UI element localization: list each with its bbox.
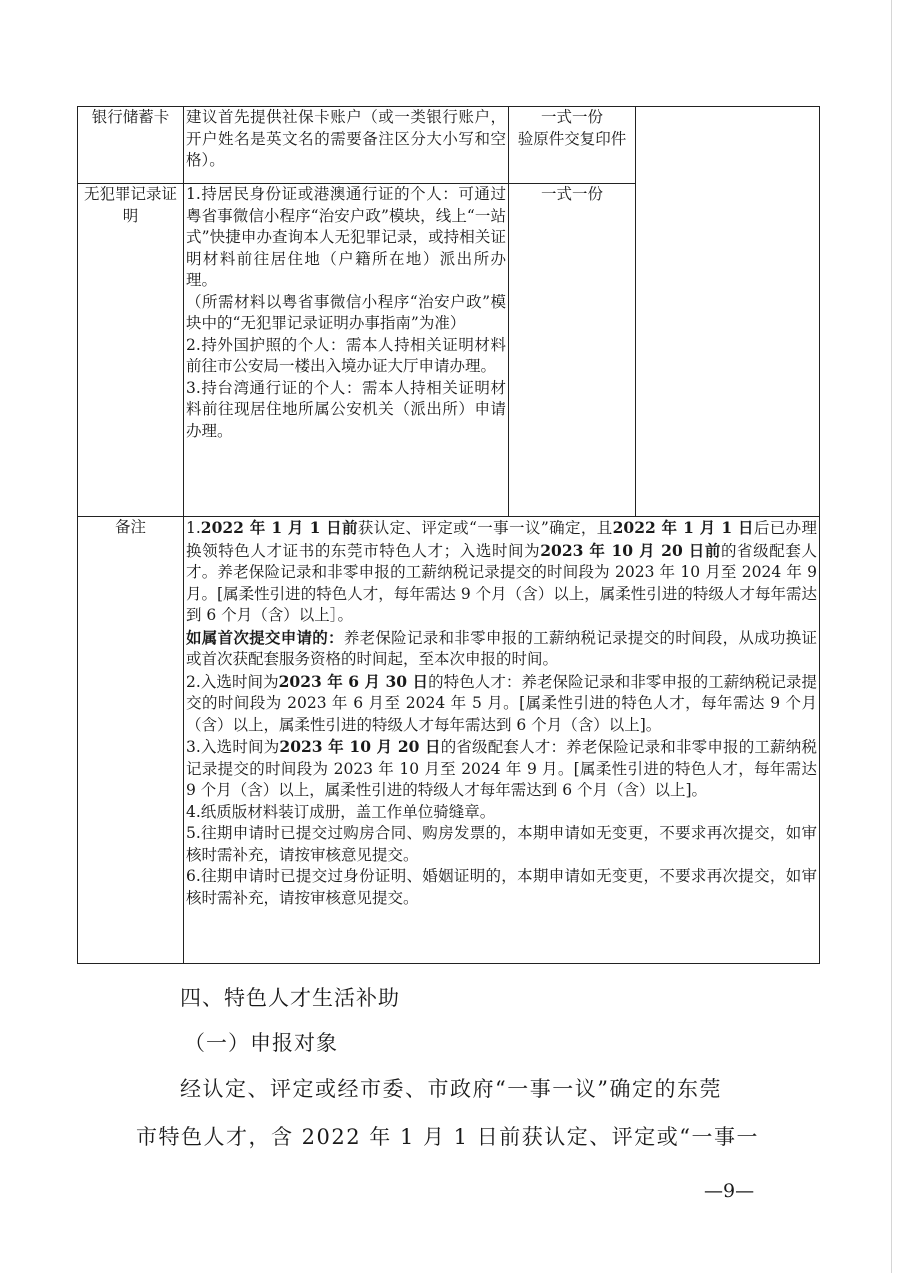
note-item-5: 5.往期申请时已提交过购房合同、购房发票的，本期申请如无变更，不要求再次提交，如审核时需补充，请按审核意见提交。: [186, 824, 817, 864]
row-name-note: 备注: [78, 517, 184, 964]
page-number: —9—: [704, 1180, 755, 1202]
row-content-note: [184, 517, 820, 964]
scan-edge-line: [891, 0, 892, 1273]
note-first-time: 如属首次提交申请的：养老保险记录和非零申报的工薪纳税记录提交的时间段，从成功换证或首次获配套服务资格的时间起，至本次申报的时间。: [186, 627, 817, 668]
row-content-bank-card: 建议首先提供社保卡账户（或一类银行账户，开户姓名是英文名的需要备注区分大小写和空格）。: [184, 107, 509, 184]
note-item-3: 3.入选时间为2023 年 10 月 20 日的省级配套人才：养老保险记录和非零申报的工薪纳税记录提交的时间段为 2023 年 10 月至 2024 年 9 月。[属柔性引进的特色人才，每年需达 9 个月（含）以上，属柔性引进的特级人才每年需达到 6 个月（含）以上]。: [186, 737, 817, 799]
row-content-no-criminal-record: [184, 184, 509, 517]
empty-cell: [636, 107, 820, 517]
materials-table: [77, 106, 820, 964]
section-subheading: （一）申报对象: [184, 1031, 338, 1055]
table-row: [78, 517, 820, 964]
section-heading: 四、特色人才生活补助: [180, 986, 400, 1010]
row-name-bank-card: 银行储蓄卡: [78, 107, 184, 184]
paragraph-line: 市特色人才，含 2022 年 1 月 1 日前获认定、评定或“一事一: [136, 1125, 759, 1149]
note-item-2: 2.入选时间为2023 年 6 月 30 日的特色人才：养老保险记录和非零申报的工薪纳税记录提交的时间段为 2023 年 6 月至 2024 年 5 月。[属柔性引进的特色人才，每年需达 9 个月（含）以上，属柔性引进的特级人才每年需达到 6 个月（含）以上]。: [186, 671, 817, 734]
list-item: 2.持外国护照的个人：需本人持相关证明材料前往市公安局一楼出入境办证大厅申请办理。: [186, 335, 506, 375]
table-row: [78, 107, 820, 184]
list-item: 3.持台湾通行证的个人：需本人持相关证明材料前往现居住地所属公安机关（派出所）申请办理。: [186, 378, 506, 440]
list-item: 1.持居民身份证或港澳通行证的个人：可通过粤省事微信小程序“治安户政”模块，线上“一站式”快捷申办查询本人无犯罪记录，或持相关证明材料前往居住地（户籍所在地）派出所办理。: [186, 185, 506, 289]
row-name-no-criminal-record: 无犯罪记录证明: [78, 184, 184, 517]
list-item: （所需材料以粤省事微信小程序“治安户政”模块中的“无犯罪记录证明办事指南”为准）: [186, 292, 506, 332]
row-quantity-no-criminal-record: 一式一份: [509, 184, 636, 517]
row-quantity-bank-card: 一式一份 验原件交复印件: [509, 107, 636, 184]
paragraph-line: 经认定、评定或经市委、市政府“一事一议”确定的东莞: [180, 1077, 722, 1101]
note-item-6: 6.往期申请时已提交过身份证明、婚姻证明的，本期申请如无变更，不要求再次提交，如审核时需补充，请按审核意见提交。: [186, 867, 817, 907]
note-item-4: 4.纸质版材料装订成册，盖工作单位骑缝章。: [186, 802, 496, 821]
note-item-1: 1.2022 年 1 月 1 日前获认定、评定或“一事一议”确定，且2022 年 1 月 1 日后已办理换领特色人才证书的东莞市特色人才；入选时间为2023 年 10 月 20 日前的省级配套人才。养老保险记录和非零申报的工薪纳税记录提交的时间段为 2023 年 10 月至 2024 年 9 月。[属柔性引进的特色人才，每年需达 9 个月（含）以上，属柔性引进的特级人才每年需达到 6 个月（含）以上］。: [186, 518, 818, 624]
